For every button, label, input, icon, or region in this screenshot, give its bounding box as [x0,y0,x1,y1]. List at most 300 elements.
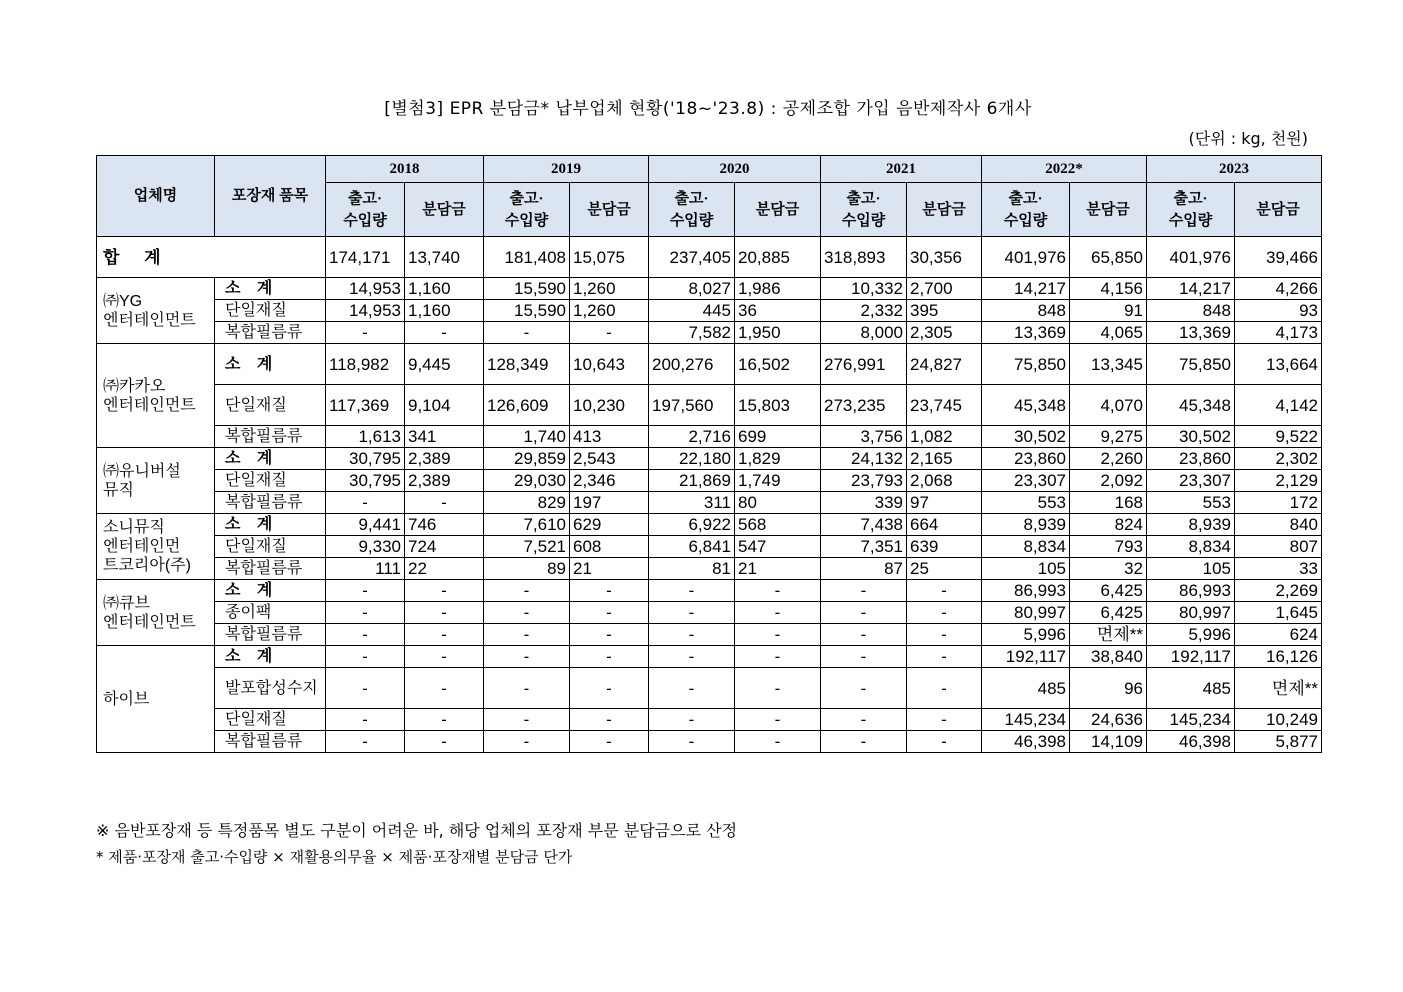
table-cell: 5,996 [982,624,1070,646]
table-cell: 80,997 [1147,602,1235,624]
table-cell: 4,070 [1070,385,1147,426]
table-row [97,624,1322,646]
table-cell: 22,180 [649,448,735,470]
table-cell: - [735,580,821,602]
table-cell: - [649,668,735,709]
unit-label: (단위 : kg, 천원) [1188,129,1308,148]
table-cell: 13,664 [1235,344,1322,385]
table-cell: 23,860 [1147,448,1235,470]
table-cell: 1,613 [326,426,405,448]
header-qty: 출고· 수입량 [1147,183,1235,237]
table-cell: 면제** [1070,624,1147,646]
table-cell: 664 [907,514,982,536]
table-cell: 401,976 [982,237,1070,278]
table-cell: - [735,646,821,668]
table-cell: 15,590 [484,300,570,322]
table-cell: 14,953 [326,300,405,322]
table-cell: 93 [1235,300,1322,322]
table-cell: 5,877 [1235,731,1322,753]
table-row [97,344,1322,385]
header-year: 2018 [326,156,484,183]
table-cell: - [405,668,484,709]
item-label: 복합필름류 [215,731,326,753]
table-cell: 2,700 [907,278,982,300]
header-row-years [97,156,1322,183]
total-label: 합 계 [97,237,326,278]
table-cell: 192,117 [1147,646,1235,668]
table-cell: 7,351 [821,536,907,558]
table-cell: 174,171 [326,237,405,278]
subtotal-label: 소 계 [215,448,326,470]
table-cell: 746 [405,514,484,536]
table-cell: 면제** [1235,668,1322,709]
table-cell: 16,126 [1235,646,1322,668]
table-cell: 21 [735,558,821,580]
table-cell: 6,841 [649,536,735,558]
table-row [97,731,1322,753]
table-cell: - [326,624,405,646]
table-cell: - [484,624,570,646]
table-cell: 4,065 [1070,322,1147,344]
header-fee: 분담금 [907,183,982,237]
page-title: [별첨3] EPR 분담금* 납부업체 현황('18~'23.8) : 공제조합 가입 음반제작사 6개사 [384,99,1032,119]
table-cell: 126,609 [484,385,570,426]
table-cell: - [821,709,907,731]
table-cell: - [326,709,405,731]
header-fee: 분담금 [1070,183,1147,237]
table-cell: 65,850 [1070,237,1147,278]
table-cell: 2,389 [405,470,484,492]
table-cell: - [907,602,982,624]
table-cell: - [735,709,821,731]
table-row [97,278,1322,300]
table-cell: 3,756 [821,426,907,448]
table-cell: 7,438 [821,514,907,536]
table-cell: 2,129 [1235,470,1322,492]
table-cell: - [405,322,484,344]
company-name: 하이브 [97,646,215,753]
table-cell: - [326,492,405,514]
table-row [97,514,1322,536]
table-cell: 624 [1235,624,1322,646]
table-cell: 4,156 [1070,278,1147,300]
table-row [97,558,1322,580]
table-cell: 553 [982,492,1070,514]
header-qty: 출고· 수입량 [484,183,570,237]
table-cell: 6,425 [1070,602,1147,624]
table-cell: 21 [570,558,649,580]
table-cell: - [405,624,484,646]
table-cell: 21,869 [649,470,735,492]
table-cell: - [570,322,649,344]
table-cell: 824 [1070,514,1147,536]
table-cell: 168 [1070,492,1147,514]
table-cell: 105 [1147,558,1235,580]
table-cell: 273,235 [821,385,907,426]
table-cell: 1,950 [735,322,821,344]
item-label: 복합필름류 [215,558,326,580]
table-cell: 145,234 [982,709,1070,731]
table-cell: 32 [1070,558,1147,580]
item-label: 단일재질 [215,709,326,731]
header-company: 업체명 [97,156,215,237]
table-cell: - [405,731,484,753]
table-cell: - [484,668,570,709]
table-cell: 553 [1147,492,1235,514]
table-cell: 8,027 [649,278,735,300]
table-cell: 24,132 [821,448,907,470]
item-label: 발포합성수지 [215,668,326,709]
table-cell: 1,160 [405,278,484,300]
header-year: 2021 [821,156,982,183]
table-cell: 237,405 [649,237,735,278]
table-cell: - [484,646,570,668]
table-cell: 14,953 [326,278,405,300]
table-cell: 568 [735,514,821,536]
item-label: 복합필름류 [215,322,326,344]
table-cell: - [570,580,649,602]
company-name: ㈜YG 엔터테인먼트 [97,278,215,344]
table-cell: - [484,580,570,602]
table-cell: 5,996 [1147,624,1235,646]
company-name: ㈜카카오 엔터테인먼트 [97,344,215,448]
table-row [97,602,1322,624]
footnote-method: ※ 음반포장재 등 특정품목 별도 구분이 어려운 바, 해당 업체의 포장재 부문 분담금으로 산정 [96,821,738,840]
table-cell: 8,939 [982,514,1070,536]
company-name: ㈜유니버설 뮤직 [97,448,215,514]
table-cell: - [649,731,735,753]
table-cell: 9,275 [1070,426,1147,448]
table-cell: 30,502 [1147,426,1235,448]
table-cell: 9,445 [405,344,484,385]
table-cell: 413 [570,426,649,448]
table-cell: 8,939 [1147,514,1235,536]
table-cell: 33 [1235,558,1322,580]
table-cell: - [821,731,907,753]
table-cell: 1,829 [735,448,821,470]
table-cell: 8,834 [982,536,1070,558]
table-cell: 80,997 [982,602,1070,624]
header-qty: 출고· 수입량 [982,183,1070,237]
header-fee: 분담금 [405,183,484,237]
table-cell: 45,348 [1147,385,1235,426]
header-year: 2019 [484,156,649,183]
header-item: 포장재 품목 [215,156,326,237]
table-cell: 30,356 [907,237,982,278]
table-cell: 1,986 [735,278,821,300]
table-cell: 13,740 [405,237,484,278]
header-year: 2022* [982,156,1147,183]
table-cell: 22 [405,558,484,580]
table-cell: 200,276 [649,344,735,385]
table-cell: - [405,646,484,668]
table-cell: 75,850 [982,344,1070,385]
table-cell: 395 [907,300,982,322]
table-cell: 639 [907,536,982,558]
table-row [97,492,1322,514]
table-cell: 401,976 [1147,237,1235,278]
item-label: 단일재질 [215,536,326,558]
table-cell: 9,104 [405,385,484,426]
table-cell: 15,803 [735,385,821,426]
header-year: 2020 [649,156,821,183]
table-cell: - [570,602,649,624]
table-cell: 807 [1235,536,1322,558]
table-cell: 23,793 [821,470,907,492]
table-cell: - [405,492,484,514]
table-cell: - [907,646,982,668]
table-cell: 2,543 [570,448,649,470]
item-label: 종이팩 [215,602,326,624]
item-label: 단일재질 [215,300,326,322]
table-cell: 2,302 [1235,448,1322,470]
table-cell: - [570,731,649,753]
table-cell: 87 [821,558,907,580]
item-label: 단일재질 [215,385,326,426]
table-cell: - [821,624,907,646]
table-row [97,668,1322,709]
table-cell: 2,092 [1070,470,1147,492]
table-cell: 4,173 [1235,322,1322,344]
table-cell: 75,850 [1147,344,1235,385]
header-qty: 출고· 수입량 [821,183,907,237]
table-cell: 341 [405,426,484,448]
table-cell: - [405,580,484,602]
table-cell: 10,332 [821,278,907,300]
header-fee: 분담금 [1235,183,1322,237]
table-cell: 10,230 [570,385,649,426]
table-cell: 96 [1070,668,1147,709]
table-cell: 15,590 [484,278,570,300]
table-cell: - [484,709,570,731]
subtotal-label: 소 계 [215,278,326,300]
table-cell: - [907,580,982,602]
table-cell: - [821,668,907,709]
company-name: ㈜큐브 엔터테인먼트 [97,580,215,646]
table-row [97,448,1322,470]
table-cell: 1,749 [735,470,821,492]
table-cell: 2,389 [405,448,484,470]
table-cell: 339 [821,492,907,514]
table-cell: - [735,624,821,646]
subtotal-label: 소 계 [215,514,326,536]
table-row-total [97,237,1322,278]
table-cell: - [907,731,982,753]
table-cell: 6,922 [649,514,735,536]
table-cell: 311 [649,492,735,514]
table-cell: 13,369 [982,322,1070,344]
table-row [97,322,1322,344]
header-fee: 분담금 [570,183,649,237]
table-row [97,536,1322,558]
table-cell: - [821,602,907,624]
table-cell: 30,502 [982,426,1070,448]
table-cell: 2,305 [907,322,982,344]
table-cell: 128,349 [484,344,570,385]
item-label: 복합필름류 [215,492,326,514]
table-cell: 38,840 [1070,646,1147,668]
table-cell: 4,142 [1235,385,1322,426]
table-cell: 23,307 [1147,470,1235,492]
table-cell: 24,827 [907,344,982,385]
table-cell: 2,068 [907,470,982,492]
table-cell: 86,993 [982,580,1070,602]
table-cell: 9,330 [326,536,405,558]
table-cell: 39,466 [1235,237,1322,278]
table-cell: 7,521 [484,536,570,558]
table-cell: - [326,646,405,668]
table-cell: 485 [1147,668,1235,709]
table-cell: 318,893 [821,237,907,278]
header-qty: 출고· 수입량 [649,183,735,237]
table-cell: 8,000 [821,322,907,344]
table-cell: 14,217 [1147,278,1235,300]
table-cell: 23,307 [982,470,1070,492]
table-cell: - [484,731,570,753]
table-cell: - [907,668,982,709]
table-cell: 24,636 [1070,709,1147,731]
header-year: 2023 [1147,156,1322,183]
table-cell: - [907,709,982,731]
table-cell: 840 [1235,514,1322,536]
table-cell: - [326,731,405,753]
table-row [97,300,1322,322]
table-row [97,580,1322,602]
table-row [97,385,1322,426]
table-cell: 197 [570,492,649,514]
table-cell: - [649,624,735,646]
table-cell: 1,740 [484,426,570,448]
table-cell: 1,645 [1235,602,1322,624]
table-cell: 829 [484,492,570,514]
table-cell: 13,369 [1147,322,1235,344]
table-cell: 29,030 [484,470,570,492]
table-cell: 276,991 [821,344,907,385]
table-cell: 485 [982,668,1070,709]
table-cell: 14,217 [982,278,1070,300]
table-cell: 7,582 [649,322,735,344]
table-cell: - [735,731,821,753]
table-cell: 105 [982,558,1070,580]
table-cell: - [484,602,570,624]
table-cell: 117,369 [326,385,405,426]
table-cell: 2,346 [570,470,649,492]
item-label: 복합필름류 [215,426,326,448]
table-cell: 15,075 [570,237,649,278]
table-cell: 46,398 [982,731,1070,753]
table-cell: - [649,580,735,602]
table-cell: 7,610 [484,514,570,536]
table-cell: 80 [735,492,821,514]
subtotal-label: 소 계 [215,344,326,385]
table-cell: 608 [570,536,649,558]
table-cell: 724 [405,536,484,558]
table-cell: - [326,322,405,344]
subtotal-label: 소 계 [215,646,326,668]
table-row [97,426,1322,448]
table-cell: 9,522 [1235,426,1322,448]
table-cell: - [735,602,821,624]
item-label: 단일재질 [215,470,326,492]
subtotal-label: 소 계 [215,580,326,602]
footnote-formula: * 제품·포장재 출고·수입량 × 재활용의무율 × 제품·포장재별 분담금 단가 [96,848,573,866]
table-cell: 45,348 [982,385,1070,426]
header-fee: 분담금 [735,183,821,237]
table-cell: - [570,624,649,646]
table-cell: 181,408 [484,237,570,278]
table-cell: - [735,668,821,709]
table-cell: 629 [570,514,649,536]
table-row [97,470,1322,492]
table-cell: - [405,602,484,624]
table-cell: 1,260 [570,278,649,300]
header-qty: 출고· 수입량 [326,183,405,237]
table-cell: 445 [649,300,735,322]
table-cell: 6,425 [1070,580,1147,602]
table-cell: 30,795 [326,448,405,470]
table-cell: 10,643 [570,344,649,385]
table-cell: 793 [1070,536,1147,558]
table-cell: 13,345 [1070,344,1147,385]
table-cell: 30,795 [326,470,405,492]
table-cell: 2,716 [649,426,735,448]
table-cell: - [326,602,405,624]
table-cell: - [649,646,735,668]
table-cell: 97 [907,492,982,514]
table-cell: - [821,580,907,602]
table-cell: 36 [735,300,821,322]
table-cell: 1,260 [570,300,649,322]
table-cell: 4,266 [1235,278,1322,300]
table-cell: - [907,624,982,646]
table-cell: 23,745 [907,385,982,426]
table-cell: 46,398 [1147,731,1235,753]
table-cell: 192,117 [982,646,1070,668]
table-cell: - [484,322,570,344]
table-cell: - [649,602,735,624]
company-name: 소니뮤직 엔터테인먼 트코리아(주) [97,514,215,580]
table-cell: 29,859 [484,448,570,470]
table-cell: 20,885 [735,237,821,278]
table-cell: 81 [649,558,735,580]
table-cell: 1,160 [405,300,484,322]
table-cell: 848 [1147,300,1235,322]
table-row [97,709,1322,731]
table-cell: - [326,580,405,602]
table-cell: 10,249 [1235,709,1322,731]
table-cell: - [405,709,484,731]
table-row [97,646,1322,668]
table-cell: 547 [735,536,821,558]
table-cell: 25 [907,558,982,580]
table-cell: 86,993 [1147,580,1235,602]
table-cell: 699 [735,426,821,448]
table-cell: 23,860 [982,448,1070,470]
table-cell: 91 [1070,300,1147,322]
table-cell: 8,834 [1147,536,1235,558]
table-cell: 2,260 [1070,448,1147,470]
table-cell: 848 [982,300,1070,322]
table-cell: - [570,646,649,668]
epr-fee-table [96,155,1322,753]
table-cell: - [821,646,907,668]
table-cell: 197,560 [649,385,735,426]
table-cell: 1,082 [907,426,982,448]
table-cell: 172 [1235,492,1322,514]
item-label: 복합필름류 [215,624,326,646]
table-cell: 145,234 [1147,709,1235,731]
table-cell: - [649,709,735,731]
